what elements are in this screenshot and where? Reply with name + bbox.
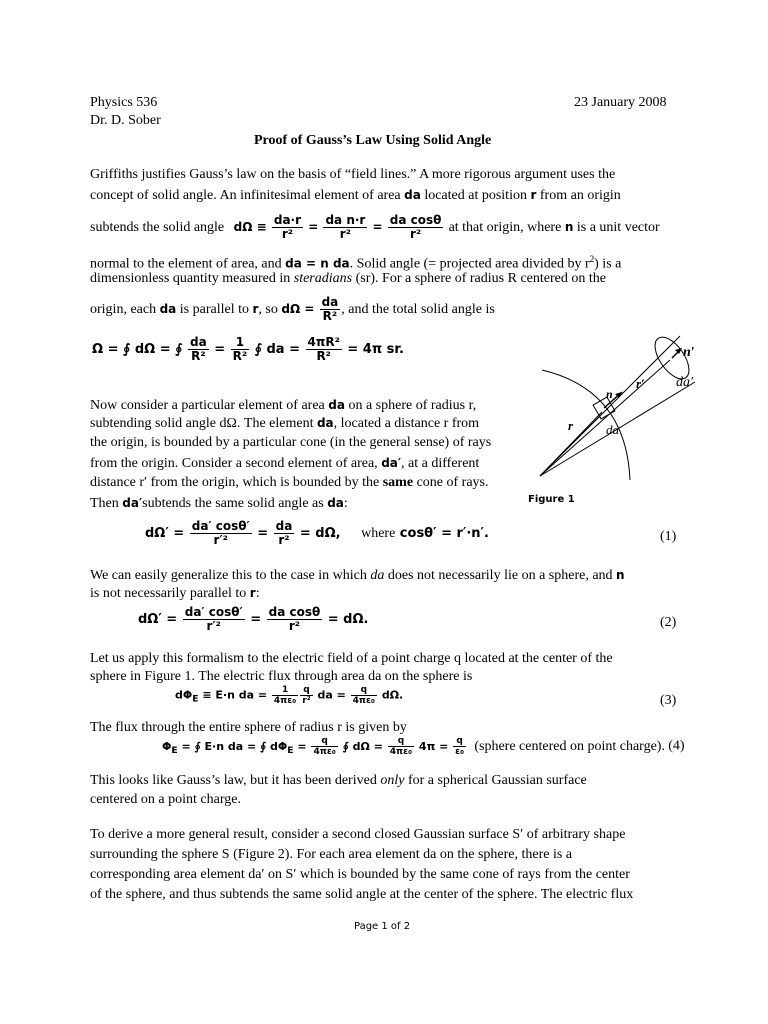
para2-text: subtending solid angle dΩ. The element [90,416,314,431]
para4-line2: sphere in Figure 1. The electric flux through area da on the sphere is [90,669,473,684]
vector-da-prime-symbol: da′ [381,456,402,470]
para3-line2 [90,584,260,603]
para7-line4: of the sphere, and thus subtends the same solid angle at the center of the sphere. The electric flux [90,887,634,902]
para1-text: (sr). For a sphere of radius R centered on the [352,271,606,286]
para6-text: only [380,773,405,788]
para1-text: origin, each [90,302,157,317]
vector-r-symbol: r [530,188,537,202]
label-r: r [568,418,574,433]
para1-text: ) is a [594,256,622,272]
equation-4-number: (4) [668,738,685,754]
para6-line1 [90,772,587,790]
para1-line3 [90,214,660,241]
para1-text: at that origin, where [448,220,562,235]
equation-4-note: (sphere centered on point charge). [474,738,665,754]
total-solid-angle-equation: Ω = ∮ dΩ = ∮ $\frac{da}{\text{R²}}$ = $\frac{1}{\text{R²}}$ ∮ da = $\frac{\text{4πR²}}{\text{R²}}$ = 4π sr. [92,335,404,363]
vector-r-symbol: r [252,302,259,316]
para3-text: da [370,568,385,583]
equation-3-number: (3) [660,693,677,708]
solid-angle-sphere: dΩ = $\frac{da}{\text{R²}}$ [281,295,339,323]
para5-line1: The flux through the entire sphere of radius r is given by [90,720,407,735]
figure-1-diagram [530,330,710,510]
para2-line1 [90,396,476,415]
para2-text: cone of rays. [416,475,489,490]
vector-r-symbol: r [249,586,256,600]
para6-text: for a spherical Gaussian surface [407,773,587,788]
para3-line1 [90,566,625,585]
vector-da-symbol: da [159,302,177,316]
para1-text: located at position [424,188,527,203]
label-n: n [606,387,613,401]
para2-text: Then [90,496,119,511]
para1-text: , so [258,302,278,317]
para2-line4 [90,454,479,473]
para3-text: : [255,586,260,601]
document-title: Proof of Gauss’s Law Using Solid Angle [254,133,492,148]
para1-text: normal to the element of area, and [90,256,282,272]
solid-angle-definition: dΩ ≡ $\frac{da\cdot r}{\text{r²}}$ = $\frac{\text{da n·r}}{\text{r²}}$ = $\frac{\text{da cosθ}}{\text{r²}}$ [233,213,442,241]
vector-da-symbol: da [316,416,334,430]
para1-text: is a unit vector [576,220,660,235]
para4-line1: Let us apply this formalism to the electric field of a point charge q located at the center of the [90,651,613,666]
vector-da-symbol: da [328,398,345,412]
para2-text: Now consider a particular element of area [90,398,325,413]
para2-line5 [90,474,488,492]
label-n-prime: n′ [683,345,695,360]
para7-line2: surrounding the sphere S (Figure 2). For each area element da on the sphere, there is a [90,847,573,862]
para1-line5 [90,270,606,288]
para6-text: This looks like Gauss’s law, but it has been derived [90,773,377,788]
para2-line6 [90,494,348,513]
equation-4-math: $\Phi_E$ = ∮ E·n da = ∮ $d\Phi_E$ = $\frac{q}{\text{4πε₀}}$ ∮ dΩ = $\frac{q}{\text{4πε₀}}$ 4π = $\frac{q}{\text{ε₀}}$ [162,736,465,757]
da-equals-n-da: da = n da [285,256,350,271]
para1-line2 [90,186,621,205]
para2-text: , at a different [401,456,480,471]
n-hat-symbol: n [564,220,574,234]
para3-text: We can easily generalize this to the case in which [90,568,367,583]
para1-text: subtends the solid angle [90,220,225,235]
figure-1-caption: Figure 1 [528,494,575,505]
para1-text: dimensionless quantity measured in [90,271,291,286]
equation-2: dΩ′ = $\frac{da' \cos\theta'}{\text{r′²}}$ = $\frac{\text{da cosθ}}{\text{r²}}$ = dΩ. [138,605,369,633]
para7-line1: To derive a more general result, consider a second closed Gaussian surface S′ of arbitrary shape [90,827,626,842]
para1-text: concept of solid angle. An infinitesimal element of area [90,188,401,203]
n-hat-symbol: n [616,568,625,582]
para3-text: is not necessarily parallel to [90,586,247,601]
label-da-prime: da′ [676,375,694,390]
para1-text: from an origin [539,188,621,203]
vector-da-prime-symbol: da′ [122,496,143,510]
para1-text: is parallel to [179,302,249,317]
vector-da-symbol: da [327,496,344,510]
label-r-prime: r′ [636,376,645,391]
para1-text: , and the total solid angle is [341,302,495,317]
equation-4 [162,736,685,757]
para2-text: from the origin. Consider a second element of area, [90,456,378,471]
para2-text: : [343,496,348,511]
para1-text: . Solid angle (= projected area divided by r [349,256,590,272]
page-number: Page 1 of 2 [354,921,411,932]
para2-text: on a sphere of radius r, [348,398,477,413]
para1-text: steradians [293,271,353,286]
vector-da-symbol: da [404,188,421,202]
author-name: Dr. D. Sober [90,113,161,128]
para2-text: , located a distance r from [333,416,480,431]
equation-1-where: where [361,526,396,541]
equation-1-number: (1) [660,529,677,544]
para1-line6 [90,296,495,323]
document-date: 23 January 2008 [574,95,667,110]
course-name: Physics 536 [90,95,158,110]
vector-r-prime-line [540,360,670,476]
para1-line4: normal to the element of area, and da = n da. Solid angle (= projected area divided by $r^2$) is a [90,254,622,272]
para7-line3: corresponding area element da′ on S′ which is bounded by the same cone of rays from the center [90,867,630,882]
equation-2-number: (2) [660,615,677,630]
label-da: da [606,422,619,437]
para3-text: does not necessarily lie on a sphere, and [387,568,613,583]
para2-line3: the origin, is bounded by a particular cone (in the general sense) of rays [90,435,492,450]
para1-line1: Griffiths justifies Gauss’s law on the basis of “field lines.” A more rigorous argument uses the [90,167,616,182]
para2-line2 [90,414,479,433]
para2-text: same [382,475,414,490]
equation-3: $d\Phi_E \equiv E\cdot n$ da = $\frac{1}{\text{4πε₀}}$ $\frac{q}{\text{r²}}$ da = $\frac{q}{\text{4πε₀}}$ dΩ. [175,685,404,706]
equation-1: dΩ′ = $\frac{da' \cos\theta'}{\text{r′²}}$ = $\frac{da}{\text{r²}}$ = dΩ, where cosθ′ = r′·n′. [145,519,489,547]
para2-text: subtends the same solid angle as [142,496,324,511]
para2-text: distance r′ from the origin, which is bounded by the [90,475,380,490]
para6-line2: centered on a point charge. [90,792,241,807]
